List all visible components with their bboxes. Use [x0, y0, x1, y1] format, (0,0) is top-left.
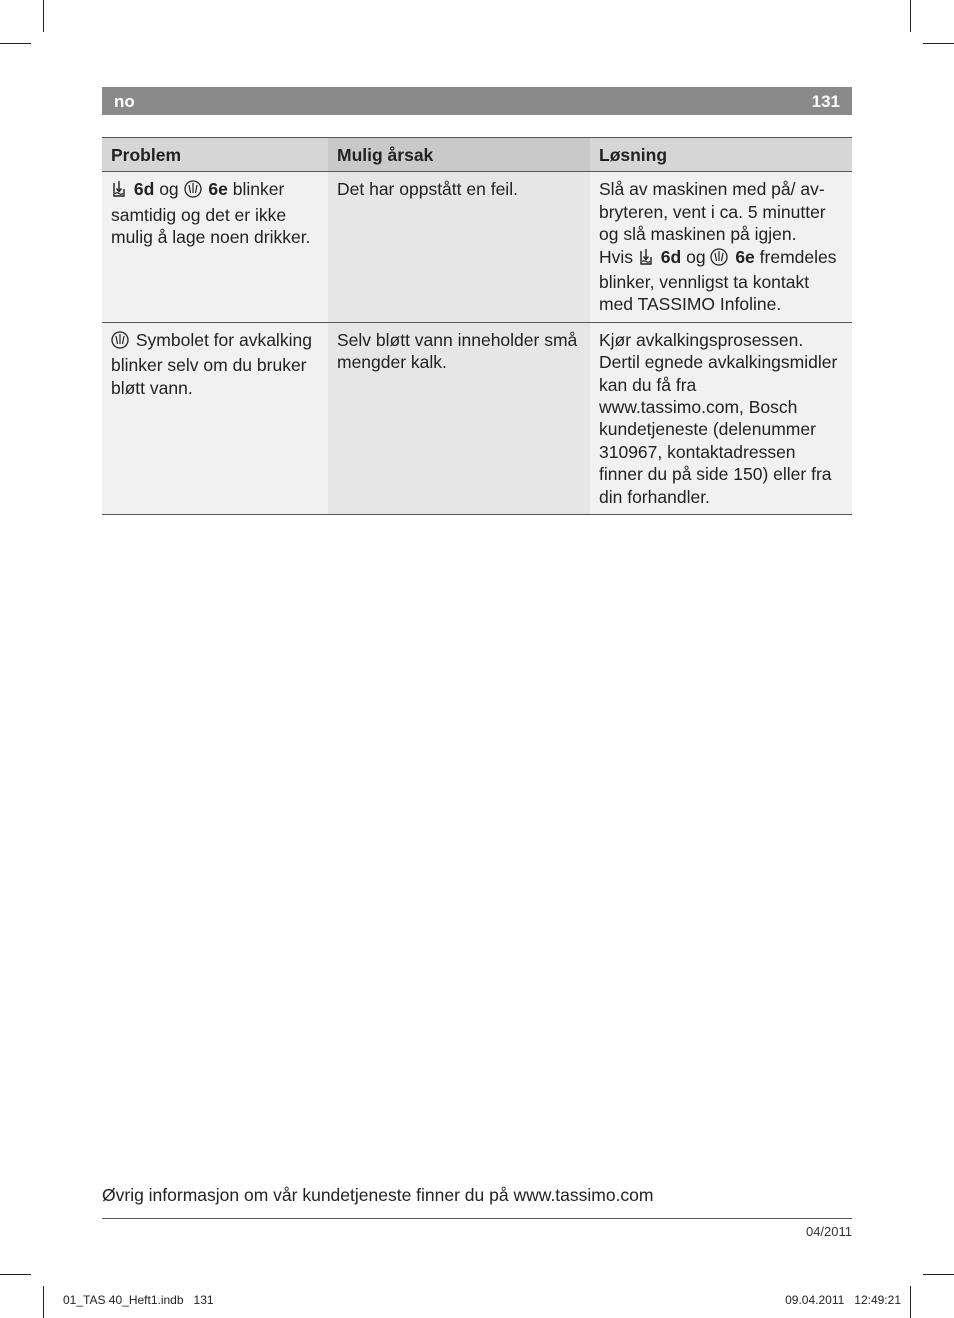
- solution-prefix: Hvis: [599, 246, 634, 267]
- footer-info: Øvrig informasjon om vår kundetjeneste finner du på www.tassimo.com: [102, 1185, 654, 1205]
- crop-mark: [910, 0, 911, 32]
- conjunction: og: [686, 246, 706, 267]
- cause-cell: Selv bløtt vann inneholder små mengder kalk.: [328, 322, 590, 514]
- crop-mark: [0, 1274, 31, 1275]
- water-tank-icon: [111, 180, 127, 203]
- cause-cell: Det har oppstått en feil.: [328, 172, 590, 322]
- descale-icon: [710, 248, 728, 271]
- table-header-row: [102, 138, 852, 172]
- conjunction: og: [159, 179, 179, 200]
- footer-date: 04/2011: [805, 1224, 852, 1239]
- solution-text: fremdeles blinker, vennligst ta kontakt med TASSIMO Infoline.: [599, 246, 837, 315]
- crop-mark: [923, 1274, 954, 1275]
- column-header-solution: Løsning: [590, 138, 852, 172]
- crop-mark: [923, 43, 954, 44]
- problem-cell: [102, 172, 328, 322]
- crop-mark: [910, 1286, 911, 1318]
- page-header: [102, 87, 852, 115]
- problem-text: blinker samtidig og det er ikke mulig å lage noen drikker.: [111, 179, 311, 248]
- solution-cell: Kjør avkalkingsprosessen. Dertil egnede avkalkingsmidler kan du få fra www.tassimo.com, Bosch kundetjeneste (delenummer 310967, kontaktadressen finner du på side 150) eller fra din forhandler.: [590, 322, 852, 514]
- language-code: no: [114, 92, 135, 111]
- solution-cell: [590, 172, 852, 322]
- descale-icon: [184, 180, 202, 203]
- crop-mark: [43, 1286, 44, 1318]
- column-header-cause: Mulig årsak: [328, 138, 590, 172]
- footer-divider: [102, 1218, 852, 1219]
- table-row: [102, 322, 852, 514]
- water-tank-icon: [638, 248, 654, 271]
- problem-text: Symbolet for avkalking blinker selv om du bruker bløtt vann.: [111, 329, 312, 398]
- table-row: [102, 172, 852, 322]
- troubleshooting-table: [102, 137, 852, 515]
- slug-file: 01_TAS 40_Heft1.indb 131: [63, 1293, 214, 1307]
- error-code: 6d: [660, 246, 682, 267]
- crop-mark: [0, 43, 31, 44]
- error-code: 6e: [208, 179, 228, 200]
- solution-text: Slå av maskinen med på/ av-bryteren, vent i ca. 5 minutter og slå maskinen på igjen.: [599, 179, 826, 245]
- error-code: 6d: [133, 179, 155, 200]
- slug-timestamp: 09.04.2011 12:49:21: [785, 1293, 901, 1307]
- descale-icon: [111, 331, 129, 354]
- error-code: 6e: [735, 246, 755, 267]
- crop-mark: [43, 0, 44, 32]
- column-header-problem: Problem: [102, 138, 328, 172]
- page-number: 131: [811, 92, 840, 111]
- problem-cell: [102, 322, 328, 514]
